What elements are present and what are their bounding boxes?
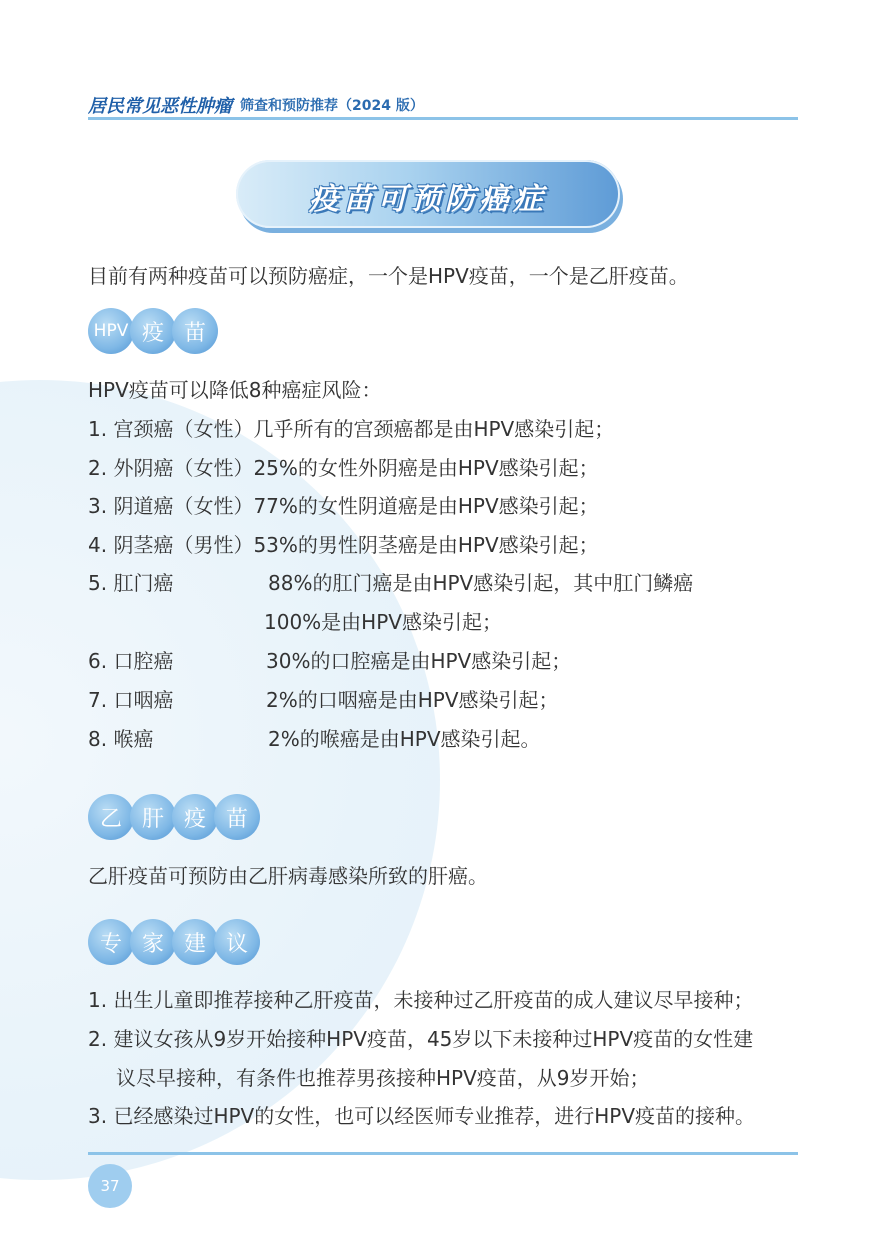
list-item-text: 1. 宫颈癌（女性）几乎所有的宫颈癌都是由HPV感染引起； [88,417,615,441]
heading-badge: HPV [88,308,134,354]
list-item-text: 2. 外阴癌（女性）25%的女性外阴癌是由HPV感染引起； [88,456,599,480]
advice-line: 3. 已经感染过HPV的女性，也可以经医师专业推荐，进行HPV疫苗的接种。 [88,1104,756,1128]
intro-paragraph: 目前有两种疫苗可以预防癌症，一个是HPV疫苗，一个是乙肝疫苗。 [88,264,689,288]
page-header [88,92,798,122]
heading-badge: 专 [88,919,134,965]
expert-advice-heading [88,919,256,965]
list-item-text: 4. 阴茎癌（男性）53%的男性阴茎癌是由HPV感染引起； [88,533,599,557]
heading-badge: 苗 [172,308,218,354]
list-item-label: 7. 口咽癌 [88,688,174,712]
list-item-text: 3. 阴道癌（女性）77%的女性阴道癌是由HPV感染引起； [88,494,599,518]
list-item-detail: 100%是由HPV感染引起； [264,610,502,634]
section-title-banner [236,160,620,228]
heading-badge: 肝 [130,794,176,840]
hbv-paragraph: 乙肝疫苗可预防由乙肝病毒感染所致的肝癌。 [88,864,488,888]
heading-badge: 疫 [172,794,218,840]
hpv-lead-text: HPV疫苗可以降低8种癌症风险： [88,378,382,402]
page-number: 37 [88,1164,132,1208]
hpv-vaccine-heading [88,308,214,354]
advice-line: 议尽早接种，有条件也推荐男孩接种HPV疫苗，从9岁开始； [116,1066,650,1090]
hbv-vaccine-heading [88,794,256,840]
header-subtitle: 筛查和预防推荐（2024 版） [240,98,424,114]
header-divider [88,117,798,120]
list-item-detail: 2%的喉癌是由HPV感染引起。 [268,727,541,751]
list-item-label: 8. 喉癌 [88,727,154,751]
list-item-label: 6. 口腔癌 [88,649,174,673]
header-title: 居民常见恶性肿瘤 [88,96,232,117]
heading-badge: 建 [172,919,218,965]
heading-badge: 家 [130,919,176,965]
heading-badge: 议 [214,919,260,965]
footer-divider [88,1152,798,1155]
advice-line: 2. 建议女孩从9岁开始接种HPV疫苗，45岁以下未接种过HPV疫苗的女性建 [88,1027,754,1051]
list-item-detail: 88%的肛门癌是由HPV感染引起，其中肛门鳞癌 [268,571,694,595]
advice-line: 1. 出生儿童即推荐接种乙肝疫苗，未接种过乙肝疫苗的成人建议尽早接种； [88,988,754,1012]
heading-badge: 苗 [214,794,260,840]
heading-badge: 乙 [88,794,134,840]
list-item-detail: 2%的口咽癌是由HPV感染引起； [266,688,559,712]
list-item-detail: 30%的口腔癌是由HPV感染引起； [266,649,572,673]
heading-badge: 疫 [130,308,176,354]
section-title: 疫苗可预防癌症 [309,182,547,217]
list-item-label: 5. 肛门癌 [88,571,174,595]
